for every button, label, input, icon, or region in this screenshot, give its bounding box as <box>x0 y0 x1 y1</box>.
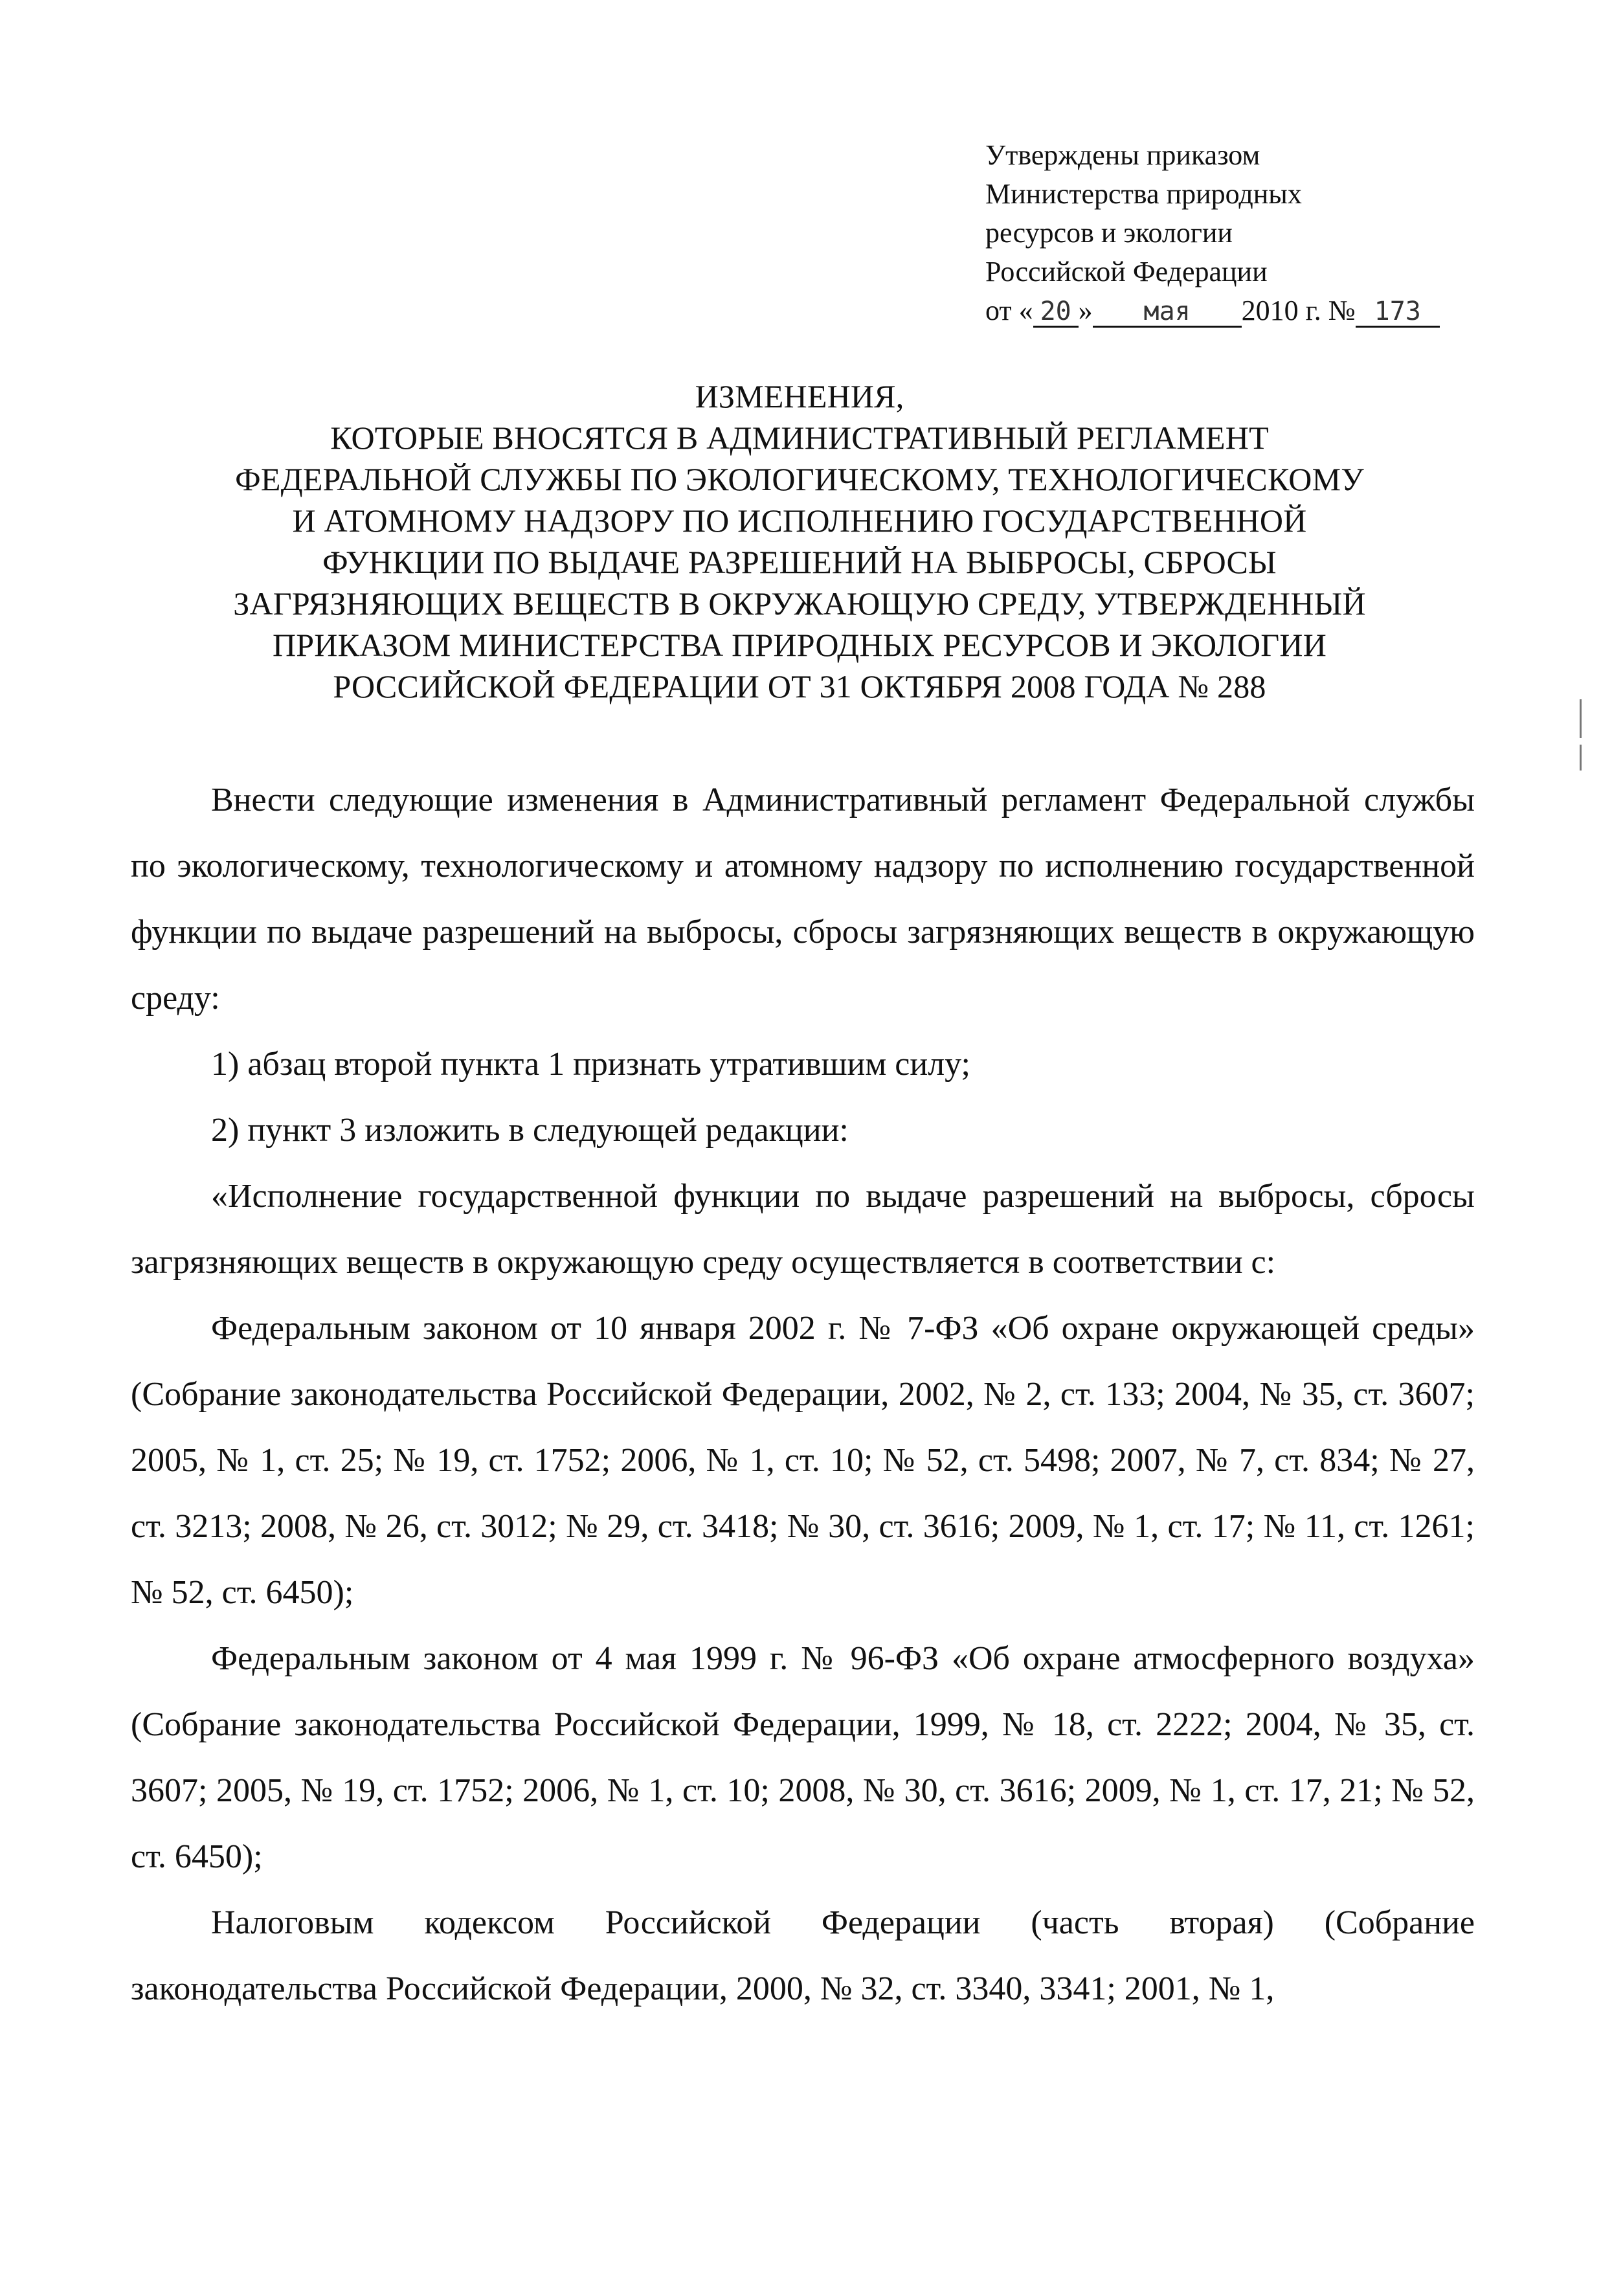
title-line: ПРИКАЗОМ МИНИСТЕРСТВА ПРИРОДНЫХ РЕСУРСОВ И ЭКОЛОГИИ <box>272 627 1327 663</box>
title-line: КОТОРЫЕ ВНОСЯТСЯ В АДМИНИСТРАТИВНЫЙ РЕГЛАМЕНТ <box>330 420 1269 456</box>
title-line: ФУНКЦИИ ПО ВЫДАЧЕ РАЗРЕШЕНИЙ НА ВЫБРОСЫ, СБРОСЫ <box>322 544 1277 580</box>
date-day: 20 <box>1033 297 1079 328</box>
title-line: И АТОМНОМУ НАДЗОРУ ПО ИСПОЛНЕНИЮ ГОСУДАРСТВЕННОЙ <box>292 502 1307 539</box>
date-prefix: от « <box>985 295 1033 326</box>
approval-block <box>985 136 1516 330</box>
approval-line: Министерства природных <box>985 178 1302 210</box>
date-month: мая <box>1093 297 1242 328</box>
order-number: 173 <box>1356 297 1440 328</box>
approval-date-line <box>985 291 1516 330</box>
body-paragraph: 2) пункт 3 изложить в следующей редакции: <box>211 1112 849 1149</box>
approval-line: Утверждены приказом <box>985 139 1260 171</box>
body-paragraph: Федеральным законом от 4 мая 1999 г. № 96-ФЗ «Об охране атмосферного воздуха» (Собрание законодательства Российской Федерации, 1999, № 18, ст. 2222; 2004, № 35, ст. 3607; 2005, № 19, ст. 1752; 2006, № 1, ст. 10; 2008, № 30, ст. 3616; 2009, № 1, ст. 17, 21; № 52, ст. 6450); <box>131 1640 1475 1875</box>
date-year: 2010 г. № <box>1241 295 1356 326</box>
date-close: » <box>1078 295 1093 326</box>
scan-artifact <box>1580 699 1582 738</box>
body-paragraph: Внести следующие изменения в Административный регламент Федеральной службы по экологическому, технологическому и атомному надзору по исполнению государственной функции по выдаче разрешений на выбросы, сбросы загрязняющих веществ в окружающую среду: <box>131 782 1475 1017</box>
title-line: ИЗМЕНЕНИЯ, <box>695 378 904 414</box>
approval-line: Российской Федерации <box>985 256 1268 287</box>
title-line: ЗАГРЯЗНЯЮЩИХ ВЕЩЕСТВ В ОКРУЖАЮЩУЮ СРЕДУ, УТВЕРЖДЕННЫЙ <box>233 585 1366 622</box>
document-title <box>97 376 1502 707</box>
title-line: РОССИЙСКОЙ ФЕДЕРАЦИИ ОТ 31 ОКТЯБРЯ 2008 ГОДА № 288 <box>333 668 1266 704</box>
body-paragraph: 1) абзац второй пункта 1 признать утратившим силу; <box>211 1046 970 1083</box>
title-line: ФЕДЕРАЛЬНОЙ СЛУЖБЫ ПО ЭКОЛОГИЧЕСКОМУ, ТЕХНОЛОГИЧЕСКОМУ <box>235 461 1364 497</box>
document-body <box>131 767 1475 2022</box>
body-paragraph: Налоговым кодексом Российской Федерации (часть вторая) (Собрание законодательства Российской Федерации, 2000, № 32, ст. 3340, 3341; 2001, № 1, <box>131 1904 1475 2007</box>
body-paragraph: «Исполнение государственной функции по выдаче разрешений на выбросы, сбросы загрязняющих веществ в окружающую среду осуществляется в соответствии с: <box>131 1178 1475 1281</box>
scan-artifact <box>1580 745 1582 771</box>
body-paragraph: Федеральным законом от 10 января 2002 г. № 7-ФЗ «Об охране окружающей среды» (Собрание законодательства Российской Федерации, 2002, № 2, ст. 133; 2004, № 35, ст. 3607; 2005, № 1, ст. 25; № 19, ст. 1752; 2006, № 1, ст. 10; № 52, ст. 5498; 2007, № 7, ст. 834; № 27, ст. 3213; 2008, № 26, ст. 3012; № 29, ст. 3418; № 30, ст. 3616; 2009, № 1, ст. 17; № 11, ст. 1261; № 52, ст. 6450); <box>131 1310 1475 1611</box>
approval-line: ресурсов и экологии <box>985 217 1233 249</box>
